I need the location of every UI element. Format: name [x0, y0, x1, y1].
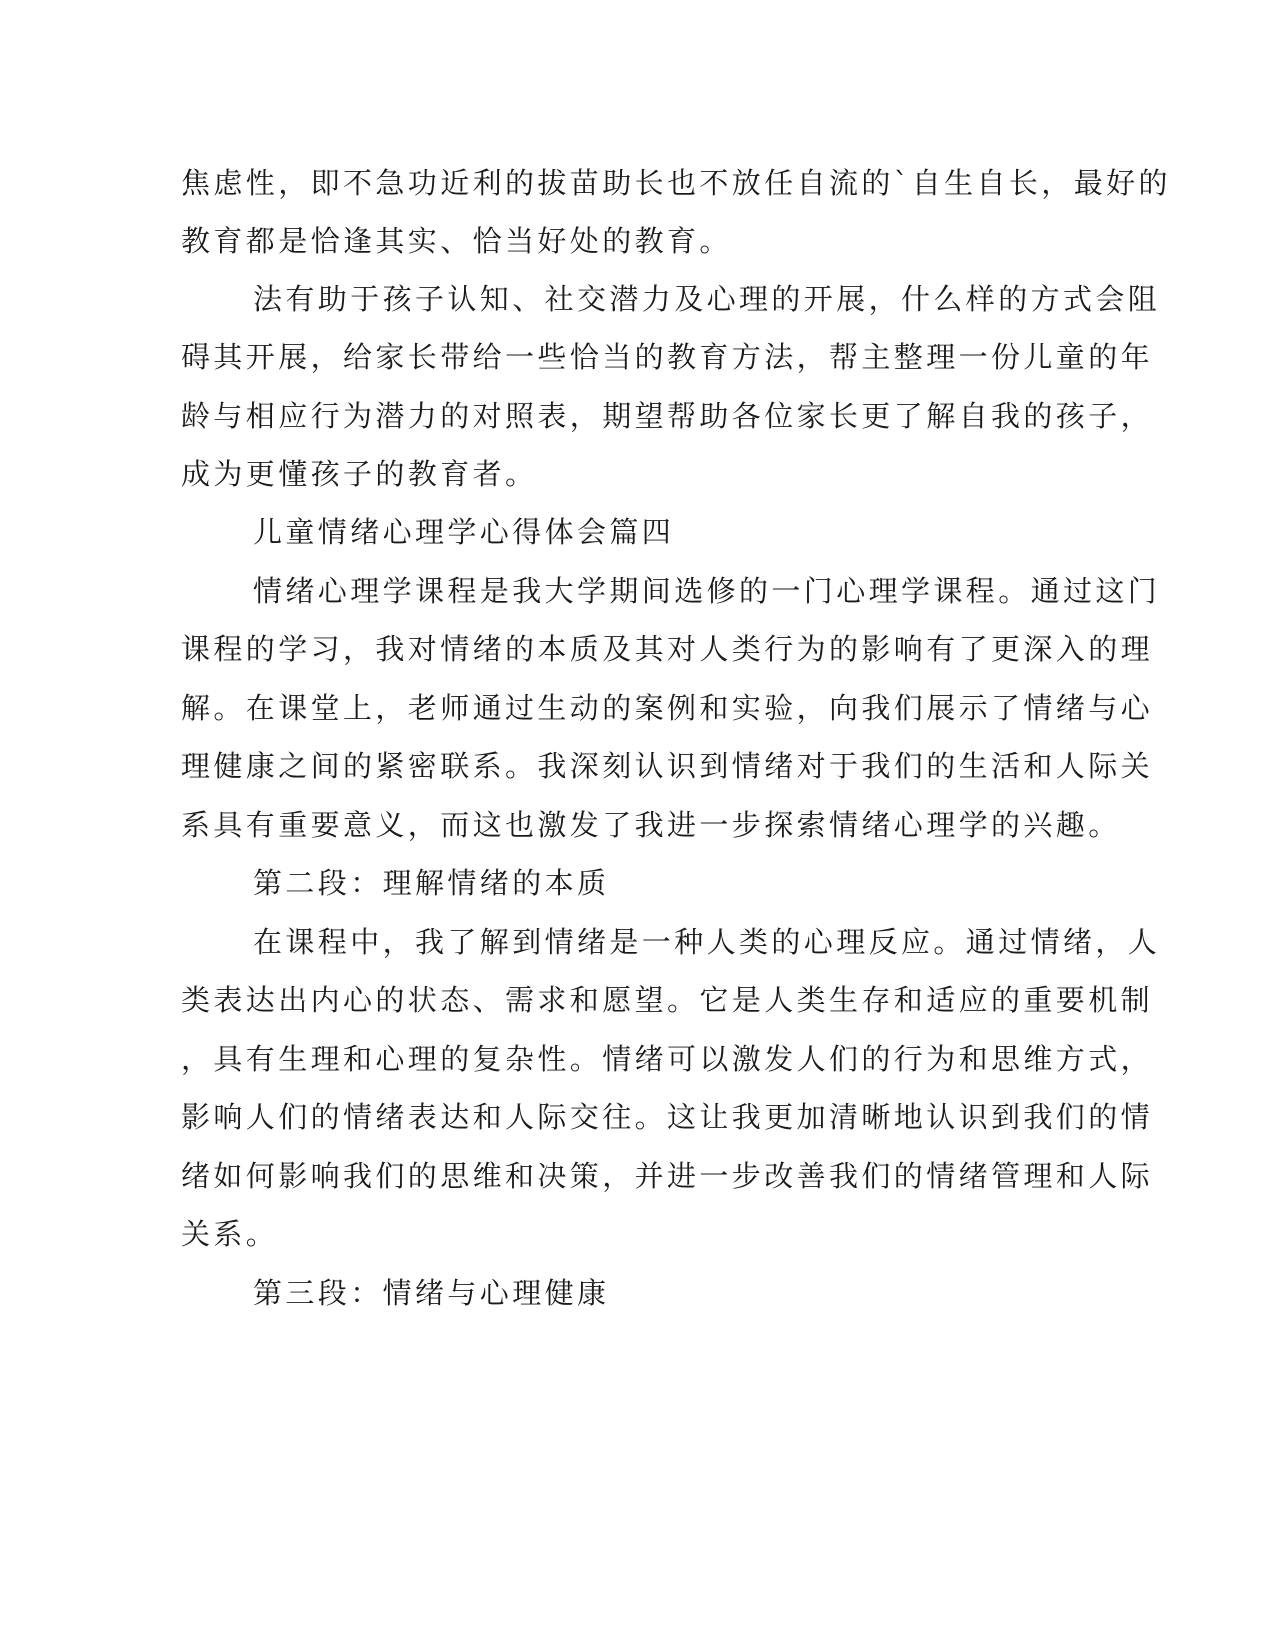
text-line: 碍其开展，给家长带给一些恰当的教育方法，帮主整理一份儿童的年 [181, 340, 1154, 374]
text-line: 教育都是恰逢其实、恰当好处的教育。 [181, 224, 732, 258]
text-line: ，具有生理和心理的复杂性。情绪可以激发人们的行为和思维方式， [181, 1042, 1154, 1076]
section-heading: 第二段：理解情绪的本质 [253, 866, 610, 900]
section-heading: 儿童情绪心理学心得体会篇四 [253, 515, 675, 549]
text-line: 类表达出内心的状态、需求和愿望。它是人类生存和适应的重要机制 [181, 983, 1154, 1017]
text-line: 理健康之间的紧密联系。我深刻认识到情绪对于我们的生活和人际关 [181, 749, 1154, 783]
text-line: 解。在课堂上，老师通过生动的案例和实验，向我们展示了情绪与心 [181, 691, 1154, 725]
text-line: 成为更懂孩子的教育者。 [181, 457, 538, 491]
text-line: 关系。 [181, 1217, 279, 1251]
text-line: 焦虑性，即不急功近利的拔苗助长也不放任自流的`自生自长，最好的 [181, 166, 1171, 200]
text-line: 法有助于孩子认知、社交潜力及心理的开展，什么样的方式会阻 [253, 282, 1161, 316]
text-line: 绪如何影响我们的思维和决策，并进一步改善我们的情绪管理和人际 [181, 1159, 1154, 1193]
text-line: 系具有重要意义，而这也激发了我进一步探索情绪心理学的兴趣。 [181, 808, 1121, 842]
text-line: 在课程中，我了解到情绪是一种人类的心理反应。通过情绪，人 [253, 925, 1161, 959]
text-line: 龄与相应行为潜力的对照表，期望帮助各位家长更了解自我的孩子， [181, 399, 1154, 433]
section-heading: 第三段：情绪与心理健康 [253, 1276, 610, 1310]
text-line: 影响人们的情绪表达和人际交往。这让我更加清晰地认识到我们的情 [181, 1100, 1154, 1134]
text-line: 课程的学习，我对情绪的本质及其对人类行为的影响有了更深入的理 [181, 632, 1154, 666]
text-line: 情绪心理学课程是我大学期间选修的一门心理学课程。通过这门 [253, 574, 1161, 608]
